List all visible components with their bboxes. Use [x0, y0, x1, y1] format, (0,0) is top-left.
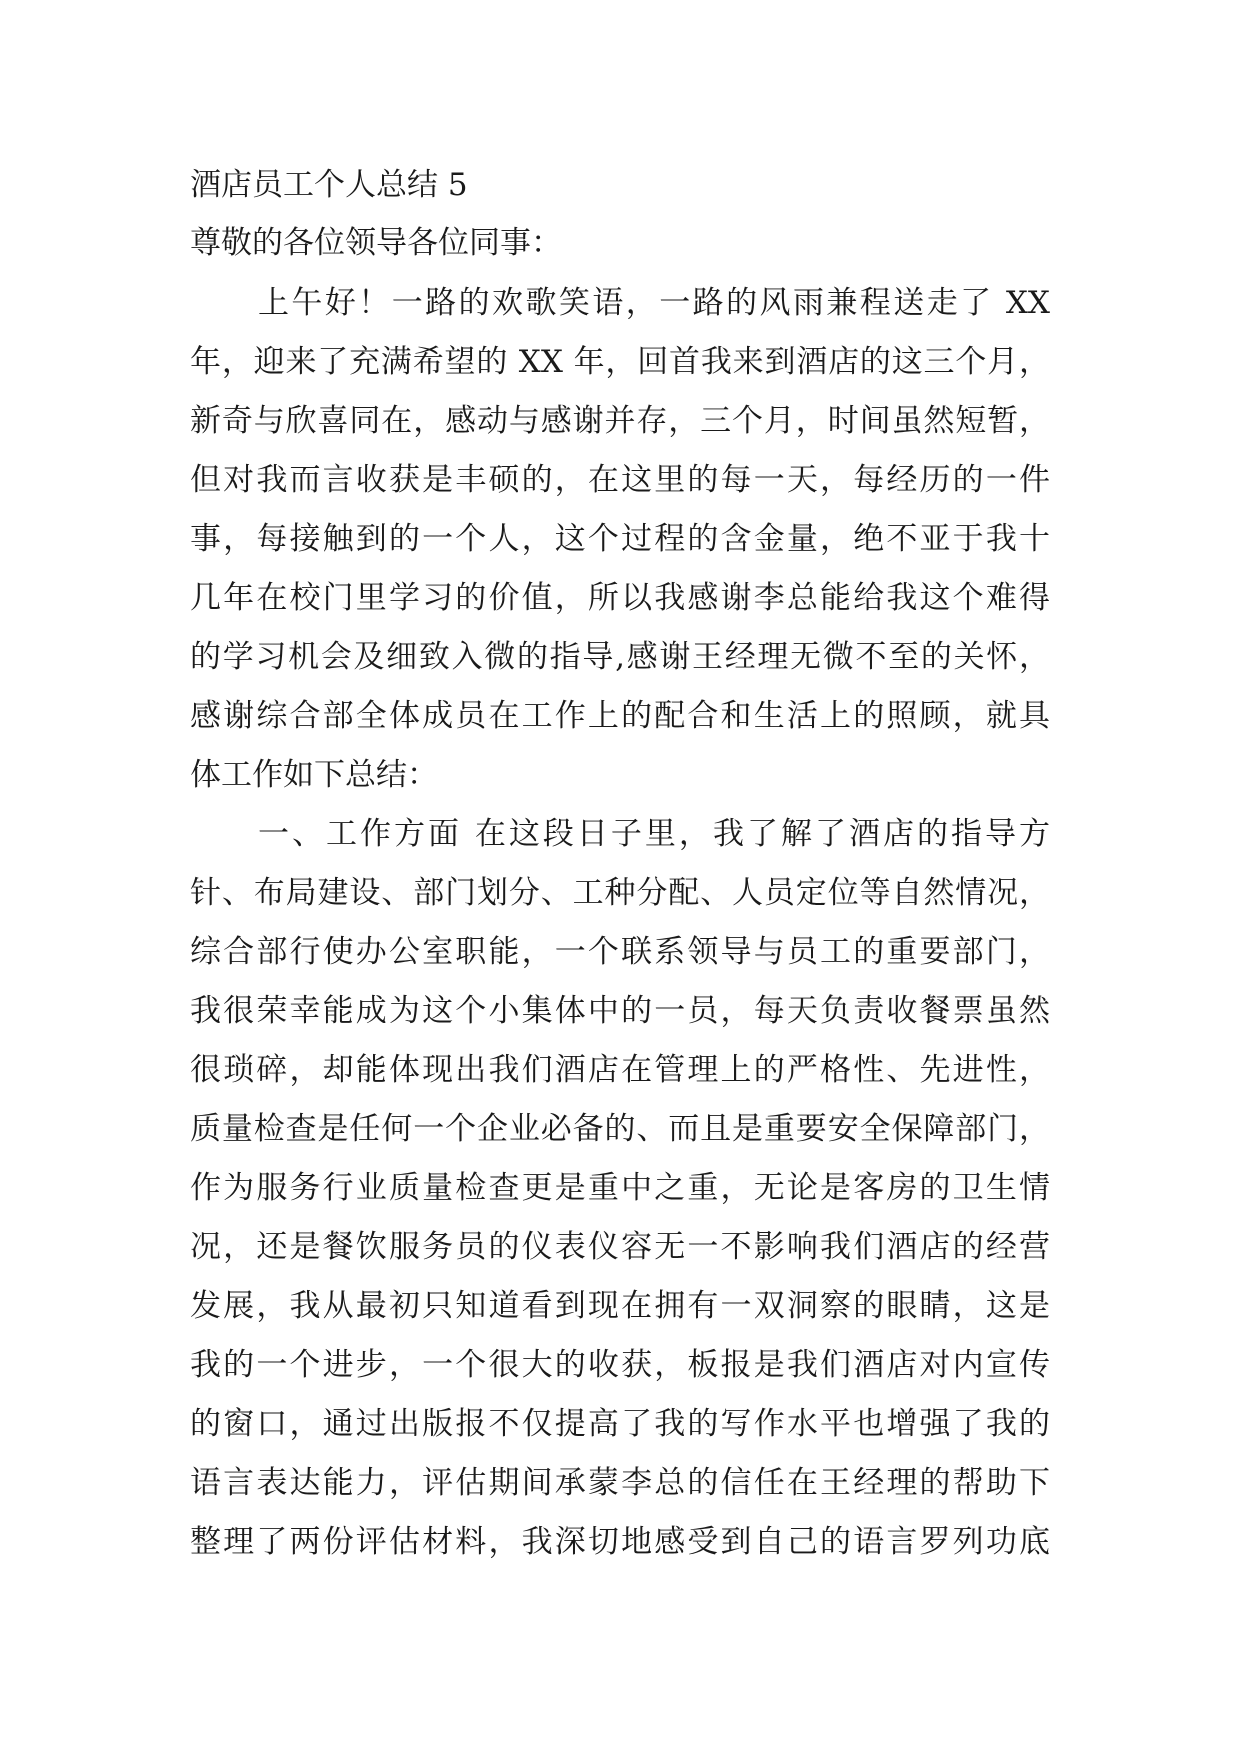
paragraph-line: 综合部行使办公室职能，一个联系领导与员工的重要部门，	[190, 934, 1050, 970]
paragraph-line: 感谢综合部全体成员在工作上的配合和生活上的照顾，就具	[190, 698, 1050, 734]
paragraph-line: 的窗口，通过出版报不仅提高了我的写作水平也增强了我的	[190, 1406, 1050, 1442]
paragraph-line: 我的一个进步，一个很大的收获，板报是我们酒店对内宣传	[190, 1347, 1050, 1383]
paragraph-line: 发展，我从最初只知道看到现在拥有一双洞察的眼睛，这是	[190, 1288, 1050, 1324]
paragraph-line: 体工作如下总结：	[190, 757, 438, 793]
paragraph-line: 语言表达能力，评估期间承蒙李总的信任在王经理的帮助下	[190, 1465, 1050, 1501]
paragraph-line: 几年在校门里学习的价值，所以我感谢李总能给我这个难得	[190, 580, 1050, 616]
paragraph-line: 上午好！一路的欢歌笑语，一路的风雨兼程送走了 XX	[258, 285, 1050, 321]
paragraph-line: 我很荣幸能成为这个小集体中的一员，每天负责收餐票虽然	[190, 993, 1050, 1029]
paragraph-line: 但对我而言收获是丰硕的，在这里的每一天，每经历的一件	[190, 462, 1050, 498]
paragraph-line: 况，还是餐饮服务员的仪表仪容无一不影响我们酒店的经营	[190, 1229, 1050, 1265]
salutation: 尊敬的各位领导各位同事：	[190, 225, 562, 261]
paragraph-line: 针、布局建设、部门划分、工种分配、人员定位等自然情况，	[190, 875, 1050, 911]
document-title: 酒店员工个人总结 5	[190, 167, 468, 203]
paragraph-line: 的学习机会及细致入微的指导,感谢王经理无微不至的关怀，	[190, 639, 1050, 675]
paragraph-line: 一、工作方面 在这段日子里，我了解了酒店的指导方	[258, 816, 1050, 852]
paragraph-line: 事，每接触到的一个人，这个过程的含金量，绝不亚于我十	[190, 521, 1050, 557]
paragraph-line: 整理了两份评估材料，我深切地感受到自己的语言罗列功底	[190, 1524, 1050, 1560]
paragraph-line: 质量检查是任何一个企业必备的、而且是重要安全保障部门，	[190, 1111, 1050, 1147]
paragraph-line: 很琐碎，却能体现出我们酒店在管理上的严格性、先进性，	[190, 1052, 1050, 1088]
paragraph-line: 新奇与欣喜同在，感动与感谢并存，三个月，时间虽然短暂，	[190, 403, 1050, 439]
paragraph-line: 年，迎来了充满希望的 XX 年，回首我来到酒店的这三个月，	[190, 344, 1050, 380]
paragraph-line: 作为服务行业质量检查更是重中之重，无论是客房的卫生情	[190, 1170, 1050, 1206]
